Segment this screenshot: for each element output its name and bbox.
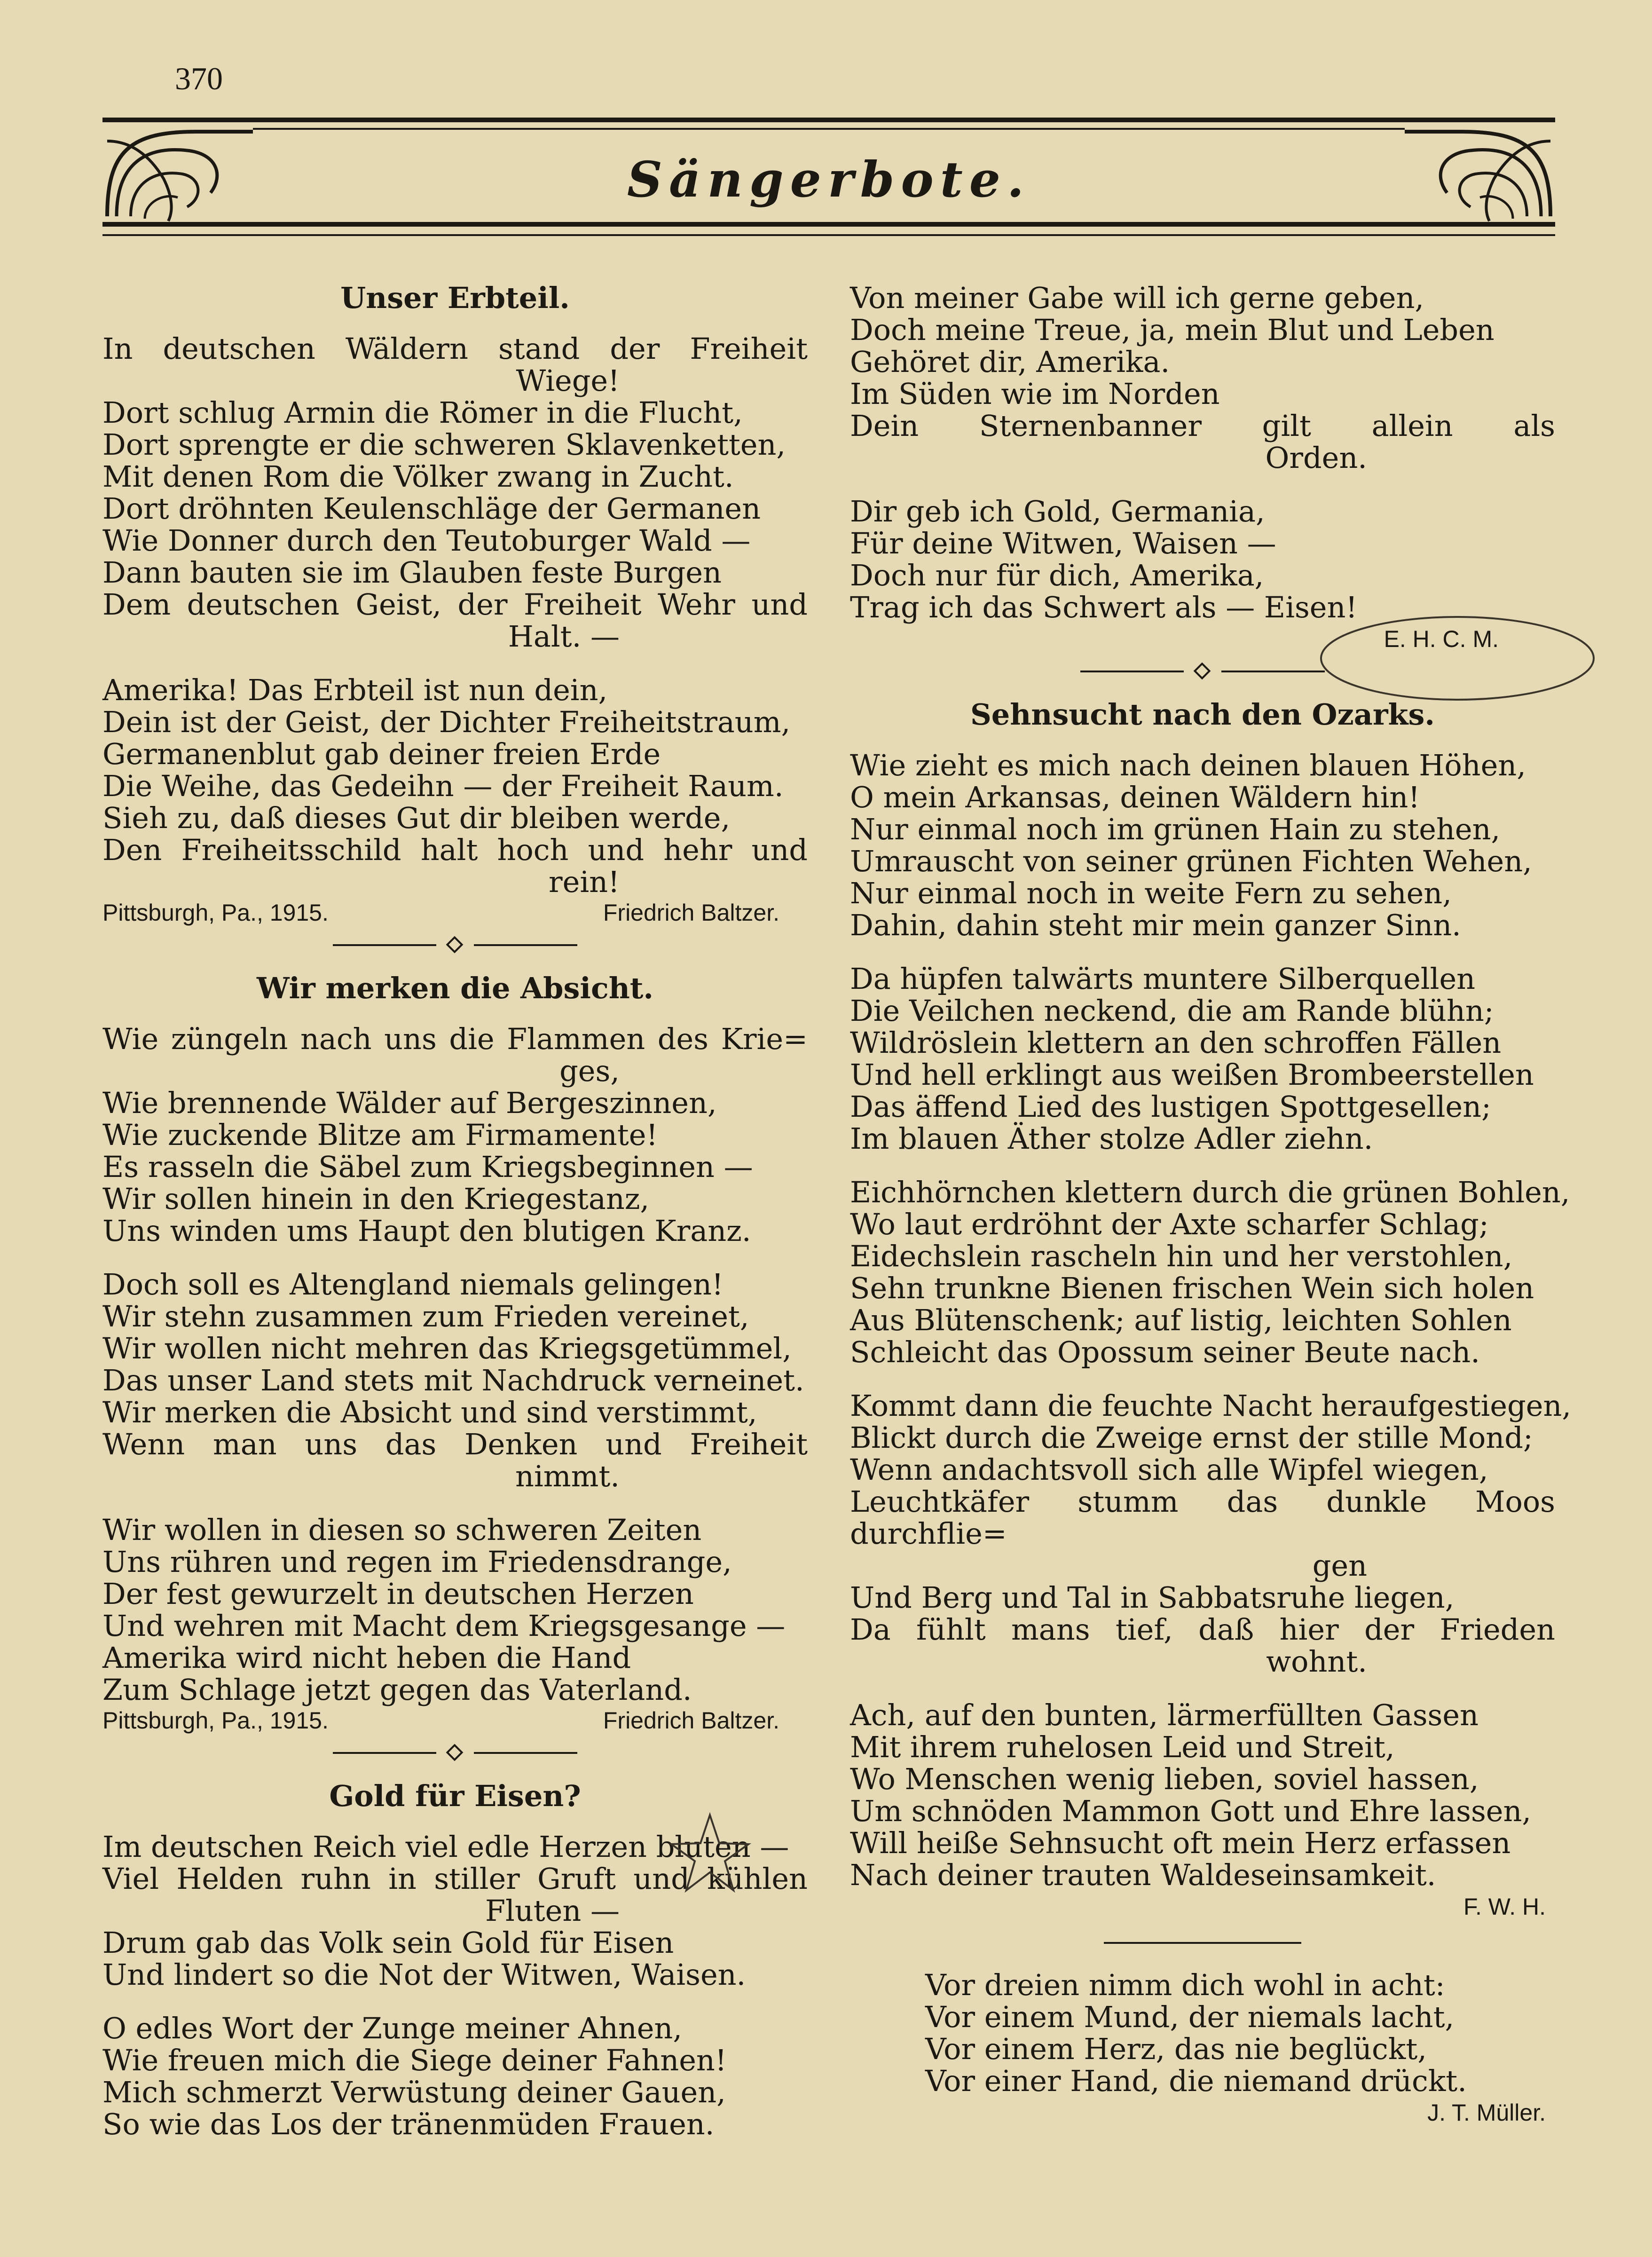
verse-line: Zum Schlage jetzt gegen das Vaterland. bbox=[102, 1673, 692, 1707]
verse-line: Und lindert so die Not der Witwen, Waisen. bbox=[102, 1957, 746, 1992]
verse-line: Das äffend Lied des lustigen Spottgesellen; bbox=[850, 1089, 1491, 1124]
verse-line: Dem deutschen Geist, der Freiheit Wehr und bbox=[102, 587, 808, 622]
verse-line: Uns winden ums Haupt den blutigen Kranz. bbox=[102, 1214, 751, 1248]
verse-line: Wie zuckende Blitze am Firmamente! bbox=[102, 1118, 658, 1152]
place-date: Pittsburgh, Pa., 1915. bbox=[102, 900, 329, 926]
stanza bbox=[850, 496, 1555, 623]
verse-line: Vor dreien nimm dich wohl in acht: bbox=[925, 1968, 1445, 2002]
stanza bbox=[850, 963, 1555, 1155]
art-nouveau-ornament-left bbox=[102, 122, 253, 222]
verse-line: Wiege! bbox=[516, 363, 620, 398]
verse-line: Mich schmerzt Verwüstung deiner Gauen, bbox=[102, 2075, 726, 2109]
verse-line: Halt. — bbox=[508, 619, 620, 654]
verse-line: Drum gab das Volk sein Gold für Eisen bbox=[102, 1926, 674, 1960]
page-number: 370 bbox=[175, 61, 223, 96]
verse-line: Und Berg und Tal in Sabbatsruhe liegen, bbox=[850, 1580, 1455, 1615]
verse-line: Wie brennende Wälder auf Bergeszinnen, bbox=[102, 1086, 717, 1120]
verse-line: Um schnöden Mammon Gott und Ehre lassen, bbox=[850, 1794, 1532, 1828]
ornamental-divider bbox=[1080, 657, 1325, 686]
verse-line: So wie das Los der tränenmüden Frauen. bbox=[102, 2107, 715, 2141]
verse-line: Trag ich das Schwert als — Eisen! bbox=[850, 590, 1358, 624]
ornamental-divider bbox=[333, 1739, 577, 1767]
verse-line: Dort dröhnten Keulenschläge der Germanen bbox=[102, 491, 761, 526]
author-name: J. T. Müller. bbox=[1427, 2099, 1546, 2126]
verse-line: Uns rühren und regen im Friedensdrange, bbox=[102, 1545, 732, 1579]
verse-line: Eichhörnchen klettern durch die grünen Bohlen, bbox=[850, 1175, 1570, 1209]
verse-line: Nur einmal noch in weite Fern zu sehen, bbox=[850, 876, 1452, 910]
verse-line: Der fest gewurzelt in deutschen Herzen bbox=[102, 1577, 694, 1611]
verse-line: Und wehren mit Macht dem Kriegsgesange — bbox=[102, 1609, 786, 1643]
verse-line: Vor einem Mund, der niemals lacht, bbox=[925, 2000, 1455, 2034]
verse-line: Wie züngeln nach uns die Flammen des Krie= bbox=[102, 1022, 808, 1056]
verse-line: Wir merken die Absicht und sind verstimmt, bbox=[102, 1395, 757, 1429]
verse-line: Dort schlug Armin die Römer in die Flucht, bbox=[102, 395, 743, 430]
verse-line: Sehn trunkne Bienen frischen Wein sich holen bbox=[850, 1271, 1534, 1305]
verse-line: Wo Menschen wenig lieben, soviel hassen, bbox=[850, 1762, 1479, 1796]
masthead-top-rule bbox=[102, 118, 1555, 122]
verse-line: Und hell erklingt aus weißen Brombeerstellen bbox=[850, 1057, 1534, 1092]
verse-line: rein! bbox=[548, 865, 620, 899]
poem-title: Unser Erbteil. bbox=[340, 281, 570, 315]
verse-line: Wie zieht es mich nach deinen blauen Höhen, bbox=[850, 748, 1526, 782]
verse-line: gen bbox=[1312, 1548, 1367, 1583]
stanza bbox=[102, 2012, 808, 2140]
masthead-top-thin-rule bbox=[253, 128, 1405, 130]
verse-line: Vor einer Hand, die niemand drückt. bbox=[925, 2064, 1467, 2098]
verse-line: Mit denen Rom die Völker zwang in Zucht. bbox=[102, 459, 734, 494]
verse-line: Wir stehn zusammen zum Frieden vereinet, bbox=[102, 1299, 749, 1334]
verse-line: Sieh zu, daß dieses Gut dir bleiben werde, bbox=[102, 801, 731, 835]
verse-line: Blickt durch die Zweige ernst der stille Mond; bbox=[850, 1420, 1533, 1455]
signature bbox=[102, 1707, 808, 1734]
verse-line: Umrauscht von seiner grünen Fichten Wehen, bbox=[850, 844, 1532, 878]
author-name: Friedrich Baltzer. bbox=[603, 1707, 779, 1734]
verse-line: O mein Arkansas, deinen Wäldern hin! bbox=[850, 780, 1420, 814]
stanza bbox=[102, 333, 808, 653]
verse-line: Wo laut erdröhnt der Axte scharfer Schlag; bbox=[850, 1207, 1489, 1241]
verse-line: Im Süden wie im Norden bbox=[850, 377, 1220, 411]
verse-line: Es rasseln die Säbel zum Kriegsbeginnen — bbox=[102, 1150, 753, 1184]
verse-line: Für deine Witwen, Waisen — bbox=[850, 526, 1276, 560]
verse-line: Wenn andachtsvoll sich alle Wipfel wiegen, bbox=[850, 1452, 1488, 1487]
verse-line: Nur einmal noch im grünen Hain zu stehen, bbox=[850, 812, 1501, 846]
masthead-bottom-rule bbox=[102, 222, 1555, 227]
verse-line: Leuchtkäfer stumm das dunkle Moos durchflie= bbox=[850, 1484, 1555, 1551]
author-name: E. H. C. M. bbox=[1384, 626, 1499, 652]
verse-line: Doch nur für dich, Amerika, bbox=[850, 558, 1264, 592]
verse-line: Aus Blütenschenk; auf listig, leichten Sohlen bbox=[850, 1303, 1512, 1337]
verse-line: Im blauen Äther stolze Adler ziehn. bbox=[850, 1121, 1373, 1156]
stanza bbox=[850, 750, 1555, 941]
verse-line: Doch soll es Altengland niemals gelingen! bbox=[102, 1267, 724, 1302]
stanza bbox=[850, 1699, 1555, 1891]
plain-divider bbox=[1104, 1942, 1301, 1944]
signature bbox=[102, 899, 808, 926]
verse-line: Ach, auf den bunten, lärmerfüllten Gassen bbox=[850, 1698, 1479, 1732]
verse-line: Amerika! Das Erbteil ist nun dein, bbox=[102, 673, 608, 707]
verse-line: Viel Helden ruhn in stiller Gruft und kühlen bbox=[102, 1862, 808, 1896]
verse-line: Gehöret dir, Amerika. bbox=[850, 345, 1170, 379]
verse-line: ges, bbox=[559, 1054, 620, 1088]
verse-line: Im deutschen Reich viel edle Herzen bluten — bbox=[102, 1830, 789, 1864]
hand-drawn-oval-mark bbox=[1316, 607, 1598, 710]
verse-line: Mit ihrem ruhelosen Leid und Streit, bbox=[850, 1730, 1395, 1764]
masthead-bottom-thin-rule bbox=[102, 234, 1555, 236]
stanza bbox=[925, 1969, 1555, 2097]
stanza bbox=[102, 1514, 808, 1706]
verse-line: Schleicht das Opossum seiner Beute nach. bbox=[850, 1335, 1480, 1369]
verse-line: Orden. bbox=[1265, 441, 1367, 475]
verse-line: O edles Wort der Zunge meiner Ahnen, bbox=[102, 2011, 683, 2045]
verse-line: Wie freuen mich die Siege deiner Fahnen! bbox=[102, 2043, 727, 2077]
verse-line: Wie Donner durch den Teutoburger Wald — bbox=[102, 523, 751, 558]
hand-drawn-star-mark bbox=[668, 1810, 752, 1895]
verse-line: Da fühlt mans tief, daß hier der Frieden bbox=[850, 1612, 1555, 1647]
verse-line: Doch meine Treue, ja, mein Blut und Leben bbox=[850, 313, 1495, 347]
author-name: F. W. H. bbox=[1463, 1894, 1546, 1920]
verse-line: Wir wollen nicht mehren das Kriegsgetümmel, bbox=[102, 1331, 792, 1365]
verse-line: Dann bauten sie im Glauben feste Burgen bbox=[102, 555, 722, 590]
poem-title: Gold für Eisen? bbox=[329, 1779, 581, 1813]
stanza bbox=[850, 282, 1555, 474]
stanza bbox=[850, 1175, 1570, 1369]
verse-line: Dein Sternenbanner gilt allein als bbox=[850, 409, 1555, 443]
masthead-title: Sängerbote. bbox=[627, 150, 1031, 208]
stanza bbox=[102, 674, 808, 898]
verse-line: Dir geb ich Gold, Germania, bbox=[850, 494, 1265, 529]
verse-line: Den Freiheitsschild halt hoch und hehr und bbox=[102, 833, 808, 867]
verse-line: Wir wollen in diesen so schweren Zeiten bbox=[102, 1513, 702, 1547]
art-nouveau-ornament-right bbox=[1405, 122, 1555, 222]
verse-line: Germanenblut gab deiner freien Erde bbox=[102, 737, 661, 771]
verse-line: Dahin, dahin steht mir mein ganzer Sinn. bbox=[850, 908, 1461, 942]
verse-line: Da hüpfen talwärts muntere Silberquellen bbox=[850, 962, 1476, 996]
verse-line: Wenn man uns das Denken und Freiheit bbox=[102, 1427, 808, 1461]
stanza bbox=[102, 1269, 808, 1492]
verse-line: Eidechslein rascheln hin und her verstohlen, bbox=[850, 1239, 1513, 1273]
verse-line: Die Veilchen neckend, die am Rande blühn; bbox=[850, 994, 1494, 1028]
stanza bbox=[850, 1389, 1572, 1679]
verse-line: Von meiner Gabe will ich gerne geben, bbox=[850, 281, 1424, 315]
masthead bbox=[102, 118, 1555, 240]
place-date: Pittsburgh, Pa., 1915. bbox=[102, 1707, 329, 1734]
verse-line: Wildröslein klettern an den schroffen Fällen bbox=[850, 1026, 1502, 1060]
stanza bbox=[102, 1023, 808, 1247]
verse-line: Das unser Land stets mit Nachdruck verneinet. bbox=[102, 1363, 804, 1397]
ornamental-divider bbox=[333, 931, 577, 959]
verse-line: Will heiße Sehnsucht oft mein Herz erfassen bbox=[850, 1826, 1511, 1860]
verse-line: Dort sprengte er die schweren Sklavenketten, bbox=[102, 427, 786, 462]
verse-line: In deutschen Wäldern stand der Freiheit bbox=[102, 331, 808, 366]
verse-line: Wir sollen hinein in den Kriegestanz, bbox=[102, 1182, 650, 1216]
verse-line: Fluten — bbox=[485, 1894, 620, 1928]
right-column bbox=[850, 281, 1572, 2126]
verse-line: Nach deiner trauten Waldeseinsamkeit. bbox=[850, 1858, 1436, 1892]
poem-title: Sehnsucht nach den Ozarks. bbox=[970, 697, 1435, 732]
verse-line: nimmt. bbox=[515, 1459, 620, 1493]
verse-line: Amerika wird nicht heben die Hand bbox=[102, 1641, 631, 1675]
verse-line: Dein ist der Geist, der Dichter Freiheitstraum, bbox=[102, 705, 791, 739]
verse-line: Die Weihe, das Gedeihn — der Freiheit Raum. bbox=[102, 769, 784, 803]
verse-line: Kommt dann die feuchte Nacht heraufgestiegen, bbox=[850, 1389, 1572, 1423]
author-name: Friedrich Baltzer. bbox=[603, 900, 779, 926]
verse-line: wohnt. bbox=[1266, 1644, 1367, 1679]
verse-line: Vor einem Herz, das nie beglückt, bbox=[925, 2032, 1427, 2066]
poem-title: Wir merken die Absicht. bbox=[256, 971, 654, 1005]
